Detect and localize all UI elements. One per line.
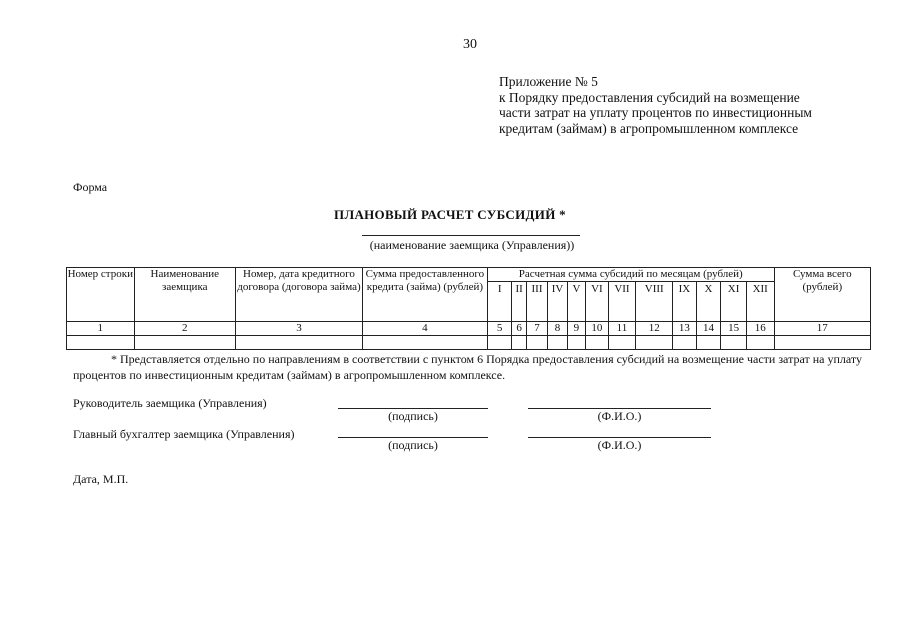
- column-number: 12: [636, 322, 673, 336]
- appendix-title: Приложение № 5: [499, 74, 598, 89]
- document-title: ПЛАНОВЫЙ РАСЧЕТ СУБСИДИЙ *: [334, 207, 566, 222]
- month-header: VI: [586, 282, 609, 322]
- column-number: 16: [746, 322, 774, 336]
- header-total: Сумма всего (рублей): [774, 268, 870, 322]
- column-number: 14: [696, 322, 721, 336]
- footnote: [73, 352, 873, 383]
- header-loan-amount: Сумма предоставленного кредита (займа) (рублей): [362, 268, 487, 322]
- empty-cell: [134, 336, 235, 350]
- month-header: XII: [746, 282, 774, 322]
- month-header: VIII: [636, 282, 673, 322]
- header-borrower-name: Наименование заемщика: [134, 268, 235, 322]
- empty-cell: [512, 336, 526, 350]
- page-number: 30: [463, 37, 477, 52]
- signature-label-head: Руководитель заемщика (Управления): [73, 396, 267, 410]
- empty-cell: [67, 336, 135, 350]
- column-number: 6: [512, 322, 526, 336]
- table-header-row: [67, 268, 871, 282]
- empty-cell: [526, 336, 548, 350]
- month-header: V: [567, 282, 585, 322]
- column-number: 8: [548, 322, 567, 336]
- empty-data-row: [67, 336, 871, 350]
- column-number: 2: [134, 322, 235, 336]
- column-number: 15: [721, 322, 747, 336]
- name-caption: (Ф.И.О.): [597, 409, 642, 423]
- column-number: 4: [362, 322, 487, 336]
- header-row-number: Номер строки: [67, 268, 135, 322]
- empty-cell: [487, 336, 512, 350]
- signature-caption: (подпись): [388, 438, 438, 452]
- appendix-line: к Порядку предоставления субсидий на возмещение: [499, 89, 800, 105]
- empty-cell: [548, 336, 567, 350]
- name-caption: (Ф.И.О.): [597, 438, 642, 452]
- subsidy-table: [66, 267, 871, 350]
- appendix-line: части затрат на уплату процентов по инвестиционным: [499, 105, 812, 120]
- column-number: 17: [774, 322, 870, 336]
- borrower-name-line: [362, 235, 580, 236]
- empty-cell: [721, 336, 747, 350]
- month-header: III: [526, 282, 548, 322]
- empty-cell: [673, 336, 697, 350]
- appendix-line: кредитам (займам) в агропромышленном комплексе: [499, 120, 799, 136]
- empty-cell: [567, 336, 585, 350]
- month-header: IX: [673, 282, 697, 322]
- empty-cell: [586, 336, 609, 350]
- borrower-name-caption: (наименование заемщика (Управления)): [369, 238, 575, 252]
- column-number: 5: [487, 322, 512, 336]
- empty-cell: [608, 336, 636, 350]
- month-header: II: [512, 282, 526, 322]
- column-number: 13: [673, 322, 697, 336]
- footnote-text: * Представляется отдельно по направлениям в соответствии с пунктом 6 Порядка предоставления субсидий на возмещение части затрат на уплату процентов по инвестиционным кредитам (займам) в агропромышленном комплексе.: [73, 352, 862, 382]
- column-number: 1: [67, 322, 135, 336]
- empty-cell: [235, 336, 362, 350]
- month-header: XI: [721, 282, 747, 322]
- month-header: VII: [608, 282, 636, 322]
- column-number: 7: [526, 322, 548, 336]
- month-header: X: [696, 282, 721, 322]
- column-numbers-row: [67, 322, 871, 336]
- appendix-block: [499, 74, 812, 136]
- header-contract: Номер, дата кредитного договора (договора займа): [235, 268, 362, 322]
- date-stamp-label: Дата, М.П.: [73, 472, 129, 486]
- signature-caption: (подпись): [388, 409, 438, 423]
- empty-cell: [636, 336, 673, 350]
- form-label: Форма: [73, 180, 108, 194]
- signature-label-accountant: Главный бухгалтер заемщика (Управления): [73, 427, 295, 441]
- empty-cell: [746, 336, 774, 350]
- column-number: 10: [586, 322, 609, 336]
- column-number: 11: [608, 322, 636, 336]
- header-monthly-group: Расчетная сумма субсидий по месяцам (рублей): [487, 268, 774, 282]
- month-header: IV: [548, 282, 567, 322]
- month-header: I: [487, 282, 512, 322]
- column-number: 3: [235, 322, 362, 336]
- empty-cell: [696, 336, 721, 350]
- empty-cell: [362, 336, 487, 350]
- column-number: 9: [567, 322, 585, 336]
- empty-cell: [774, 336, 870, 350]
